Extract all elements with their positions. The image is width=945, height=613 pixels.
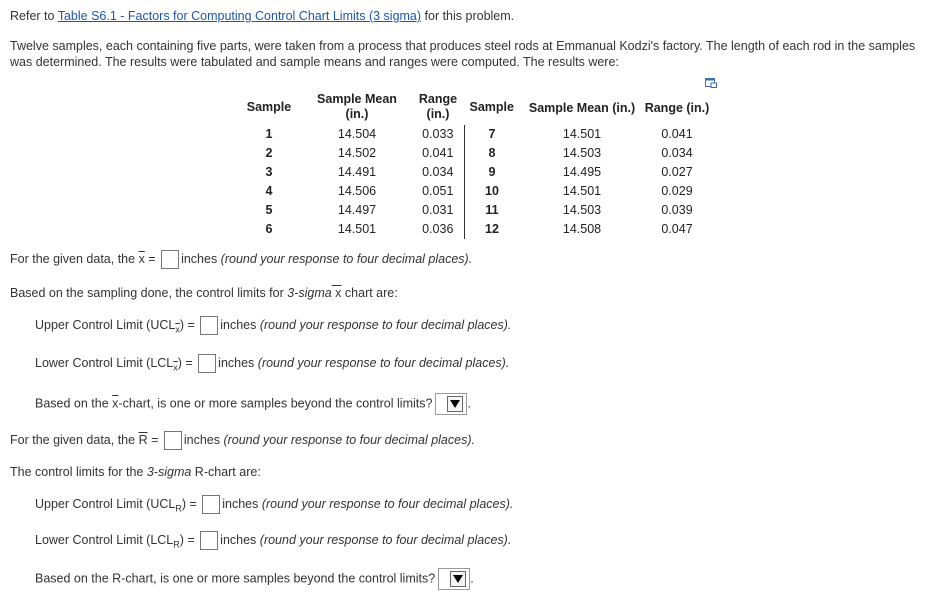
cell-m2: 14.503 — [562, 203, 602, 217]
rchart-intro-b: R-chart are: — [191, 465, 261, 479]
table-row — [236, 182, 710, 201]
xchart-beyond-question: Based on the $\overline{x}$-chart, is one or more samples beyond the control limits? . — [35, 393, 471, 415]
inches-label: inches — [218, 355, 258, 370]
rbar-input[interactable] — [164, 431, 182, 450]
inches-label: inches — [220, 532, 260, 547]
table-s6-1-link[interactable]: Table S6.1 - Factors for Computing Control Chart Limits (3 sigma) — [57, 9, 422, 23]
hint-text: (round your response to four decimal places). — [259, 532, 512, 547]
copy-data-icon[interactable] — [705, 78, 717, 88]
cell-s2: 10 — [485, 184, 499, 198]
ucl-r-question — [35, 495, 513, 514]
equals: = — [144, 251, 160, 266]
table-row — [236, 144, 710, 163]
rbar-prefix: For the given data, the — [10, 432, 139, 447]
cell-s: 5 — [265, 203, 273, 217]
ucl-r-close: ) = — [181, 496, 201, 511]
xbar-symbol: $\overline{x}$ — [138, 251, 145, 266]
xbar-prefix: For the given data, the — [10, 251, 139, 266]
cell-r2: 0.029 — [661, 184, 693, 198]
ucl-x-sub: x — [175, 324, 180, 335]
cell-s: 6 — [265, 222, 273, 236]
cell-s2: 12 — [485, 222, 499, 236]
col-header-range2: Range (in.) — [644, 101, 710, 115]
xchart-intro — [10, 286, 398, 300]
cell-s: 2 — [265, 146, 273, 160]
dropdown-arrow-icon[interactable] — [447, 396, 463, 412]
lcl-x-close: ) = — [177, 355, 197, 370]
cell-s: 1 — [265, 127, 273, 141]
cell-r2: 0.041 — [661, 127, 693, 141]
cell-m: 14.501 — [337, 222, 377, 236]
xbar-input[interactable] — [161, 250, 179, 269]
xchart-intro-a: Based on the sampling done, the control limits for — [10, 286, 288, 300]
data-table — [236, 92, 710, 239]
cell-m: 14.491 — [337, 165, 377, 179]
ucl-x-label: Upper Control Limit (UCL — [35, 317, 176, 332]
col-header-mean2: Sample Mean (in.) — [528, 101, 636, 115]
table-row — [236, 125, 710, 144]
table-row — [236, 220, 710, 239]
xchart-q-x: $\overline{x}$ — [112, 396, 119, 411]
cell-s2: 9 — [488, 165, 496, 179]
cell-r2: 0.034 — [661, 146, 693, 160]
xchart-intro-x: x — [331, 286, 342, 300]
inches-label: inches — [220, 317, 260, 332]
xbar-question — [10, 250, 472, 269]
cell-m2: 14.503 — [562, 146, 602, 160]
cell-r: 0.031 — [412, 201, 464, 220]
cell-r: 0.051 — [412, 182, 464, 201]
intro-prefix: Refer to — [10, 9, 58, 23]
cell-r2: 0.039 — [661, 203, 693, 217]
rchart-beyond-dropdown[interactable] — [438, 568, 470, 590]
col-header-mean: Sample Mean (in.) — [317, 92, 397, 121]
col-header-sample: Sample — [246, 99, 292, 114]
lcl-x-label: Lower Control Limit (LCL — [35, 355, 174, 370]
equals: = — [147, 432, 162, 447]
intro-line — [10, 9, 514, 23]
cell-r2: 0.027 — [661, 165, 693, 179]
cell-s2: 8 — [488, 146, 496, 160]
lcl-x-sub: x — [173, 362, 178, 373]
inches-label: inches — [222, 496, 262, 511]
ucl-r-label: Upper Control Limit (UCL — [35, 496, 176, 511]
hint-text: (round your response to four decimal places). — [259, 317, 512, 332]
rchart-intro-a: The control limits for the — [10, 465, 147, 479]
cell-m: 14.502 — [337, 146, 377, 160]
lcl-r-question — [35, 531, 511, 550]
cell-m2: 14.495 — [562, 165, 602, 179]
inches-label: inches — [181, 251, 221, 266]
dropdown-arrow-icon[interactable] — [450, 571, 466, 587]
xchart-q-a: Based on the — [35, 396, 113, 411]
rchart-intro-em: 3-sigma — [146, 465, 192, 479]
xchart-intro-em: 3-sigma — [287, 286, 332, 300]
rchart-q: Based on the R-chart, is one or more samples beyond the control limits? — [35, 571, 436, 586]
lcl-r-input[interactable] — [200, 531, 218, 550]
lcl-r-close: ) = — [179, 532, 199, 547]
ucl-x-input[interactable] — [200, 316, 218, 335]
hint-text: (round your response to four decimal places). — [223, 432, 475, 447]
table-row — [236, 201, 710, 220]
cell-s: 3 — [265, 165, 273, 179]
lcl-r-label: Lower Control Limit (LCL — [35, 532, 174, 547]
lcl-r-sub: R — [173, 539, 180, 550]
ucl-x-question — [35, 316, 511, 335]
hint-text: (round your response to four decimal places). — [257, 355, 510, 370]
cell-m: 14.504 — [337, 127, 377, 141]
table-row — [236, 163, 710, 182]
cell-r: 0.034 — [412, 163, 464, 182]
cell-r2: 0.047 — [661, 222, 693, 236]
problem-description: Twelve samples, each containing five parts, were taken from a process that produces steel rods at Emmanual Kodzi's factory. The length of each rod in the samples was determined. The results were tabulated and sample means and ranges were computed. The results were: — [10, 39, 916, 69]
rbar-symbol: $\overline{R}$ — [138, 432, 148, 447]
intro-suffix: for this problem. — [421, 9, 515, 23]
col-header-range: Range (in.) — [418, 92, 458, 121]
cell-r: 0.041 — [412, 144, 464, 163]
rchart-intro — [10, 465, 261, 479]
lcl-x-input[interactable] — [198, 354, 216, 373]
inches-label: inches — [183, 432, 224, 447]
cell-s2: 7 — [488, 127, 496, 141]
cell-m: 14.506 — [337, 184, 377, 198]
cell-m2: 14.501 — [562, 184, 602, 198]
col-header-sample2: Sample — [469, 99, 514, 114]
xchart-q-b: -chart, is one or more samples beyond the control limits? — [118, 396, 433, 411]
hint-text: (round your response to four decimal places). — [261, 496, 514, 511]
lcl-x-question — [35, 354, 509, 373]
cell-m2: 14.501 — [562, 127, 602, 141]
ucl-x-close: ) = — [179, 317, 199, 332]
xchart-intro-b: chart are: — [341, 286, 398, 300]
rchart-beyond-question: Based on the R-chart, is one or more samples beyond the control limits? . — [35, 568, 474, 590]
cell-r: 0.033 — [412, 125, 464, 144]
xchart-beyond-dropdown[interactable] — [435, 393, 467, 415]
ucl-r-sub: R — [175, 503, 182, 514]
ucl-r-input[interactable] — [202, 495, 220, 514]
cell-s: 4 — [265, 184, 273, 198]
cell-m: 14.497 — [337, 203, 377, 217]
rbar-question — [10, 431, 475, 450]
cell-s2: 11 — [485, 203, 499, 217]
cell-r: 0.036 — [412, 220, 464, 239]
hint-text: (round your response to four decimal places). — [220, 251, 473, 266]
cell-m2: 14.508 — [562, 222, 602, 236]
